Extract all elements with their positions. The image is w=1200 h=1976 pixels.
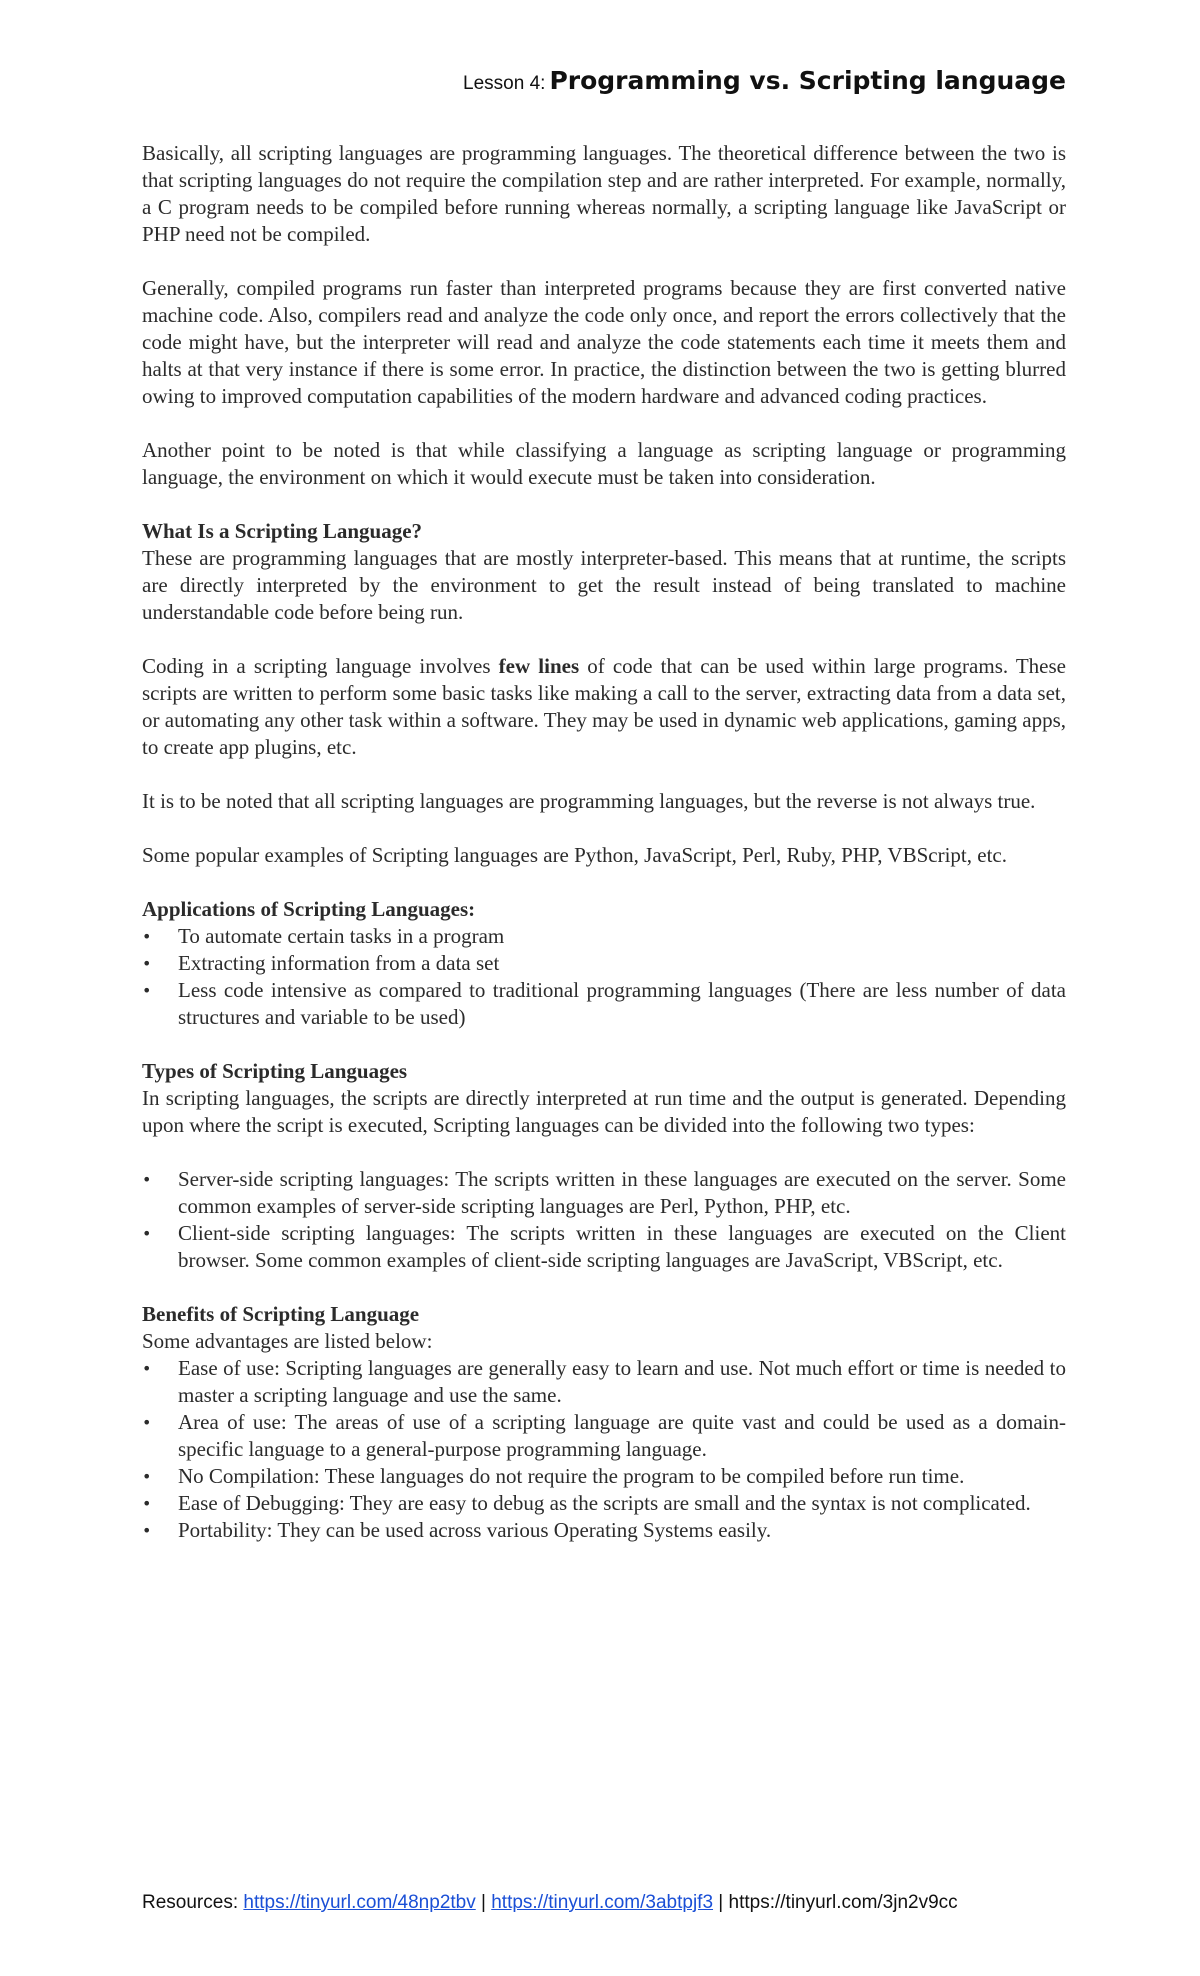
applications-list bbox=[142, 923, 1066, 1031]
what-paragraph-4: Some popular examples of Scripting languages are Python, JavaScript, Perl, Ruby, PHP, VBScript, etc. bbox=[142, 843, 1007, 867]
bullet-icon: • bbox=[142, 954, 152, 973]
resources-footer bbox=[142, 1892, 958, 1914]
list-item-text: Portability: They can be used across various Operating Systems easily. bbox=[178, 1518, 772, 1542]
intro-paragraph-1: Basically, all scripting languages are programming languages. The theoretical difference between the two is that scripting languages do not require the compilation step and are rather interpreted. For example, normally, a C program needs to be compiled before running whereas normally, a scripting language like JavaScript or PHP need not be compiled. bbox=[142, 141, 1066, 246]
link-separator: | bbox=[718, 1892, 724, 1913]
list-item bbox=[142, 923, 1066, 950]
section-heading-types: Types of Scripting Languages bbox=[142, 1059, 408, 1083]
benefits-list bbox=[142, 1355, 1066, 1544]
resource-link-2[interactable]: https://tinyurl.com/3abtpjf3 bbox=[491, 1892, 714, 1913]
list-item bbox=[142, 1463, 1066, 1490]
list-item-text: Ease of use: Scripting languages are generally easy to learn and use. Not much effort or time is needed to master a scripting language and use the same. bbox=[178, 1356, 1066, 1407]
list-item-text: No Compilation: These languages do not require the program to be compiled before run time. bbox=[178, 1464, 965, 1488]
bullet-icon: • bbox=[142, 1413, 152, 1432]
section-heading-what: What Is a Scripting Language? bbox=[142, 519, 423, 543]
what-paragraph-2 bbox=[142, 653, 1066, 761]
list-item bbox=[142, 1490, 1066, 1517]
list-item-text: Server-side scripting languages: The scripts written in these languages are executed on the server. Some common examples of server-side scripting languages are Perl, Python, PHP, etc. bbox=[178, 1167, 1066, 1218]
list-item-text: Client-side scripting languages: The scripts written in these languages are executed on the Client browser. Some common examples of client-side scripting languages are JavaScript, VBScript, etc. bbox=[178, 1221, 1066, 1272]
bullet-icon: • bbox=[142, 1521, 152, 1540]
resource-link-1[interactable]: https://tinyurl.com/48np2tbv bbox=[243, 1892, 476, 1913]
intro-paragraph-3: Another point to be noted is that while classifying a language as scripting language or programming language, the environment on which it would execute must be taken into consideration. bbox=[142, 438, 1066, 489]
types-intro: In scripting languages, the scripts are directly interpreted at run time and the output is generated. Depending upon where the script is executed, Scripting languages can be divided into the following two types: bbox=[142, 1086, 1066, 1137]
link-separator: | bbox=[481, 1892, 486, 1913]
list-item bbox=[142, 1409, 1066, 1463]
types-list bbox=[142, 1166, 1066, 1274]
list-item bbox=[142, 1220, 1066, 1274]
resource-link-3: https://tinyurl.com/3jn2v9cc bbox=[728, 1892, 958, 1913]
document-body bbox=[142, 140, 1066, 1571]
bullet-icon: • bbox=[142, 1467, 152, 1486]
bullet-icon: • bbox=[142, 1494, 152, 1513]
resources-label: Resources: bbox=[142, 1892, 239, 1913]
list-item-text: Extracting information from a data set bbox=[178, 951, 500, 975]
what-paragraph-2-end: of code that can be used within large programs. These scripts are written to perform some basic tasks like making a call to the server, extracting data from a data set, or automating any other task within a software. They may be used in dynamic web applications, gaming apps, to create app plugins, etc. bbox=[142, 654, 1066, 759]
list-item bbox=[142, 950, 1066, 977]
list-item bbox=[142, 1166, 1066, 1220]
bullet-icon: • bbox=[142, 981, 152, 1000]
what-paragraph-1: These are programming languages that are mostly interpreter-based. This means that at runtime, the scripts are directly interpreted by the environment to get the result instead of being translated to machine understandable code before being run. bbox=[142, 546, 1066, 624]
list-item bbox=[142, 977, 1066, 1031]
bullet-icon: • bbox=[142, 1359, 152, 1378]
list-item bbox=[142, 1355, 1066, 1409]
section-heading-applications: Applications of Scripting Languages: bbox=[142, 897, 476, 921]
what-paragraph-2-start: Coding in a scripting language involves bbox=[142, 654, 499, 678]
what-paragraph-3: It is to be noted that all scripting languages are programming languages, but the reverse is not always true. bbox=[142, 789, 1036, 813]
page-header bbox=[463, 66, 1066, 95]
bullet-icon: • bbox=[142, 1224, 152, 1243]
benefits-intro: Some advantages are listed below: bbox=[142, 1329, 433, 1353]
bullet-icon: • bbox=[142, 927, 152, 946]
list-item-text: Less code intensive as compared to traditional programming languages (There are less number of data structures and variable to be used) bbox=[178, 978, 1066, 1029]
section-heading-benefits: Benefits of Scripting Language bbox=[142, 1302, 420, 1326]
bullet-icon: • bbox=[142, 1170, 152, 1189]
intro-paragraph-2: Generally, compiled programs run faster than interpreted programs because they are first converted native machine code. Also, compilers read and analyze the code only once, and report the errors collectively that the code might have, but the interpreter will read and analyze the code statements each time it meets them and halts at that very instance if there is some error. In practice, the distinction between the two is getting blurred owing to improved computation capabilities of the modern hardware and advanced coding practices. bbox=[142, 276, 1066, 408]
few-lines-emphasis: few lines bbox=[498, 654, 580, 678]
lesson-title: Programming vs. Scripting language bbox=[549, 66, 1066, 95]
list-item-text: Area of use: The areas of use of a scripting language are quite vast and could be used as a domain-specific language to a general-purpose programming language. bbox=[178, 1410, 1066, 1461]
list-item bbox=[142, 1517, 1066, 1544]
list-item-text: To automate certain tasks in a program bbox=[178, 924, 505, 948]
list-item-text: Ease of Debugging: They are easy to debug as the scripts are small and the syntax is not complicated. bbox=[178, 1491, 1031, 1515]
lesson-number: Lesson 4: bbox=[463, 73, 546, 94]
